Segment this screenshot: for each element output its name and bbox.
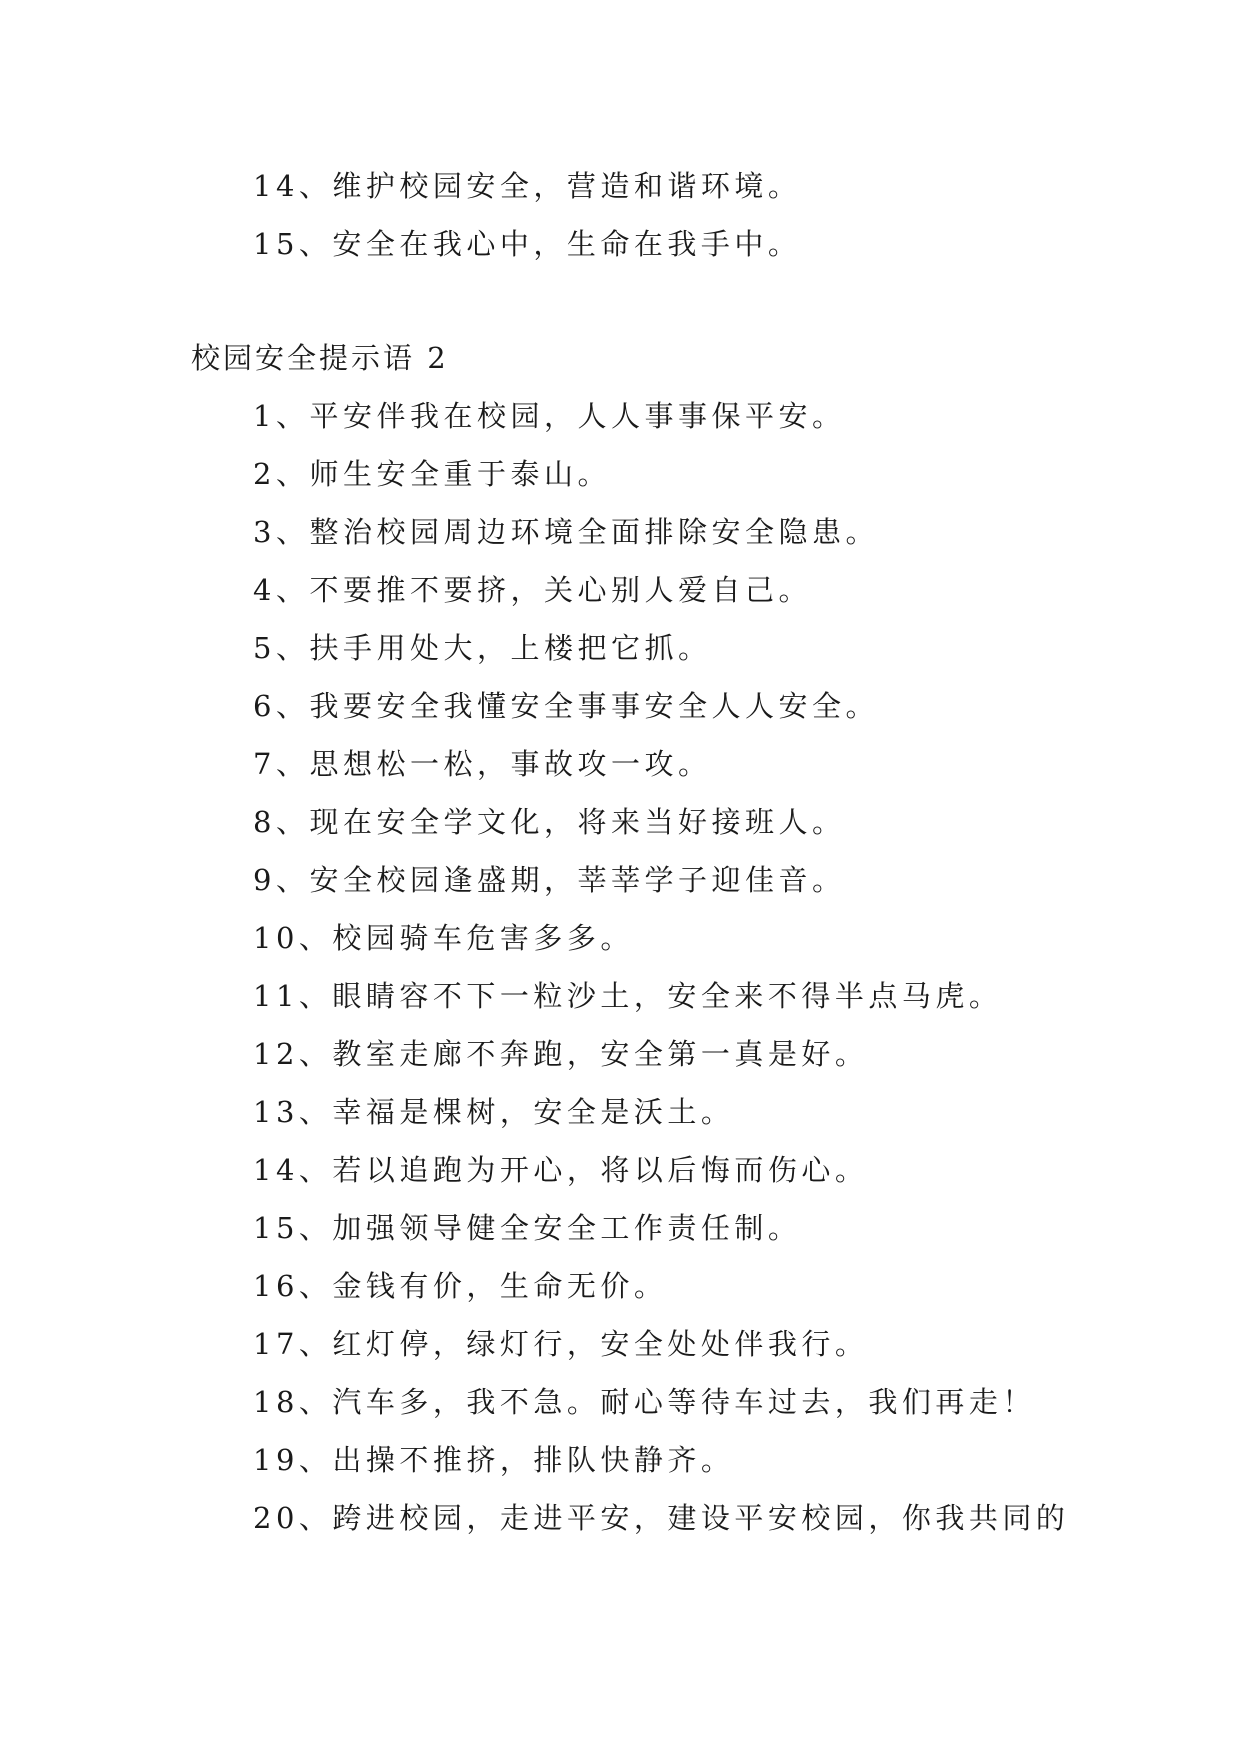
list-item: 5、扶手用处大，上楼把它抓。 [253, 631, 712, 665]
list-item: 19、出操不推挤，排队快静齐。 [253, 1443, 735, 1477]
list-item: 9、安全校园逢盛期，莘莘学子迎佳音。 [253, 863, 846, 897]
list-item: 4、不要推不要挤，关心别人爱自己。 [253, 573, 812, 607]
list-item: 13、幸福是棵树，安全是沃土。 [253, 1095, 735, 1129]
list-item: 1、平安伴我在校园，人人事事保平安。 [253, 399, 846, 433]
list-item: 14、若以追跑为开心，将以后悔而伤心。 [253, 1153, 869, 1187]
list-item: 10、校园骑车危害多多。 [253, 921, 634, 955]
list-item: 15、安全在我心中，生命在我手中。 [253, 227, 802, 261]
section-title: 校园安全提示语 2 [191, 341, 449, 375]
list-item: 2、师生安全重于泰山。 [253, 457, 611, 491]
list-item: 15、加强领导健全安全工作责任制。 [253, 1211, 802, 1245]
list-item: 11、眼睛容不下一粒沙土，安全来不得半点马虎。 [253, 979, 1003, 1013]
list-item: 14、维护校园安全，营造和谐环境。 [253, 169, 802, 203]
list-item: 17、红灯停，绿灯行，安全处处伴我行。 [253, 1327, 869, 1361]
list-item: 20、跨进校园，走进平安，建设平安校园，你我共同的 [253, 1501, 1070, 1535]
list-item: 8、现在安全学文化，将来当好接班人。 [253, 805, 846, 839]
list-item: 3、整治校园周边环境全面排除安全隐患。 [253, 515, 879, 549]
list-item: 12、教室走廊不奔跑，安全第一真是好。 [253, 1037, 869, 1071]
list-item: 6、我要安全我懂安全事事安全人人安全。 [253, 689, 879, 723]
list-item: 7、思想松一松，事故攻一攻。 [253, 747, 712, 781]
list-item: 18、汽车多，我不急。耐心等待车过去，我们再走！ [253, 1385, 1036, 1419]
list-item: 16、金钱有价，生命无价。 [253, 1269, 668, 1303]
